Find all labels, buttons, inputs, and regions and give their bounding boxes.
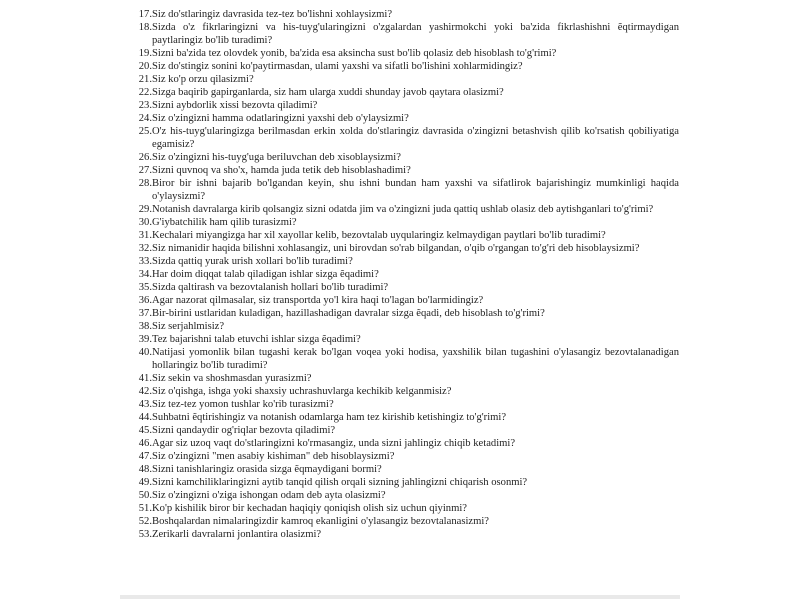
question-item xyxy=(118,398,683,411)
question-item xyxy=(118,346,683,372)
question-text: Sizni qandaydir og'riqlar bezovta qiladimi? xyxy=(152,425,336,436)
question-text: Boshqalardan nimalaringizdir kamroq ekanligini o'ylasangiz bezovtalanasizmi? xyxy=(152,516,489,527)
question-text: Siz sekin va shoshmasdan yurasizmi? xyxy=(152,373,312,384)
question-item xyxy=(118,385,683,398)
question-number: 50. xyxy=(138,490,152,501)
question-text: Har doim diqqat talab qiladigan ishlar sizga ẽqadimi? xyxy=(152,269,379,280)
question-number: 32. xyxy=(138,243,152,254)
question-number: 42. xyxy=(138,386,152,397)
question-number: 37. xyxy=(138,308,152,319)
question-item xyxy=(118,463,683,476)
page-bottom-edge xyxy=(120,595,680,599)
question-item xyxy=(118,372,683,385)
question-text: Sizda qaltirash va bezovtalanish hollari bo'lib turadimi? xyxy=(152,282,389,293)
question-item xyxy=(118,333,683,346)
question-number: 35. xyxy=(138,282,152,293)
question-item xyxy=(118,86,683,99)
question-text: Agar siz uzoq vaqt do'stlaringizni ko'rmasangiz, unda sizni jahlingiz chiqib ketadimi? xyxy=(152,438,516,449)
question-text: Sizni quvnoq va sho'x, hamda juda tetik deb hisoblashadimi? xyxy=(152,165,411,176)
question-item xyxy=(118,177,683,203)
question-text: Siz nimanidir haqida bilishni xohlasangiz, uni birovdan so'rab bilgandan, o'qib o'rgangan to'g'ri deb hisoblaysizmi? xyxy=(152,243,640,254)
question-number: 25. xyxy=(138,126,152,137)
question-number: 45. xyxy=(138,425,152,436)
question-number: 38. xyxy=(138,321,152,332)
question-item xyxy=(118,125,683,151)
question-text: Siz o'zingizni hamma odatlaringizni yaxshi deb o'ylaysizmi? xyxy=(152,113,409,124)
question-text: Suhbatni ẽqtirishingiz va notanish odamlarga ham tez kirishib ketishingiz to'g'rimi? xyxy=(152,412,507,423)
question-item xyxy=(118,99,683,112)
question-item xyxy=(118,437,683,450)
question-item xyxy=(118,320,683,333)
question-number: 36. xyxy=(138,295,152,306)
question-list xyxy=(118,8,683,541)
question-item xyxy=(118,242,683,255)
question-number: 24. xyxy=(138,113,152,124)
question-text: Siz o'zingizni "men asabiy kishiman" deb hisoblaysizmi? xyxy=(152,451,395,462)
question-item xyxy=(118,151,683,164)
questionnaire-page xyxy=(118,8,683,594)
question-number: 21. xyxy=(138,74,152,85)
question-item xyxy=(118,229,683,242)
question-item xyxy=(118,47,683,60)
question-text: Siz o'qishga, ishga yoki shaxsiy uchrashuvlarga kechikib kelganmisiz? xyxy=(152,386,452,397)
question-number: 43. xyxy=(138,399,152,410)
question-item xyxy=(118,281,683,294)
question-text: Bir-birini ustlaridan kuladigan, hazillashadigan davralar sizga ẽqadi, deb hisoblash to'g'rimi? xyxy=(152,308,545,319)
question-item xyxy=(118,294,683,307)
question-item xyxy=(118,216,683,229)
question-item xyxy=(118,255,683,268)
question-text: Sizni ba'zida tez olovdek yonib, ba'zida esa aksincha sust bo'lib qolasiz deb hisoblash to'g'rimi? xyxy=(152,48,557,59)
question-text: Siz serjahlmisiz? xyxy=(152,321,225,332)
question-text: Tez bajarishni talab etuvchi ishlar sizga ẽqadimi? xyxy=(152,334,361,345)
question-text: Sizda qattiq yurak urish xollari bo'lib turadimi? xyxy=(152,256,353,267)
question-number: 40. xyxy=(138,347,152,358)
question-item xyxy=(118,307,683,320)
question-item xyxy=(118,424,683,437)
question-item xyxy=(118,450,683,463)
question-item xyxy=(118,164,683,177)
question-number: 46. xyxy=(138,438,152,449)
question-item xyxy=(118,203,683,216)
question-item xyxy=(118,112,683,125)
question-number: 17. xyxy=(138,9,152,20)
question-text: O'z his-tuyg'ularingizga berilmasdan erkin xolda do'stlaringiz davrasida o'zingizni betashvish qilib ko'rsatish qobiliyatiga egamisiz? xyxy=(152,126,679,150)
question-text: Siz do'stingiz sonini ko'paytirmasdan, ulami yaxshi va sifatli bo'lishini xohlarmidingiz? xyxy=(152,61,523,72)
question-item xyxy=(118,268,683,281)
question-item xyxy=(118,476,683,489)
question-item xyxy=(118,515,683,528)
question-number: 19. xyxy=(138,48,152,59)
question-number: 31. xyxy=(138,230,152,241)
question-text: Siz o'zingizni his-tuyg'uga beriluvchan deb xisoblaysizmi? xyxy=(152,152,401,163)
question-item xyxy=(118,489,683,502)
question-item xyxy=(118,73,683,86)
question-number: 29. xyxy=(138,204,152,215)
question-number: 47. xyxy=(138,451,152,462)
question-text: Natijasi yomonlik bilan tugashi kerak bo'lgan voqea yoki hodisa, yaxshilik bilan tugashini o'ylasangiz bezovtalanadigan hollaringiz bo'lib turadimi? xyxy=(152,347,679,371)
question-text: G'iybatchilik ham qilib turasizmi? xyxy=(152,217,297,228)
question-number: 41. xyxy=(138,373,152,384)
question-number: 44. xyxy=(138,412,152,423)
question-number: 33. xyxy=(138,256,152,267)
question-number: 39. xyxy=(138,334,152,345)
question-text: Kechalari miyangizga har xil xayollar kelib, bezovtalab uyqularingiz kelmaydigan paytlari bo'lib turadimi? xyxy=(152,230,606,241)
question-number: 23. xyxy=(138,100,152,111)
question-number: 20. xyxy=(138,61,152,72)
question-text: Siz do'stlaringiz davrasida tez-tez bo'lishni xohlaysizmi? xyxy=(152,9,393,20)
question-text: Sizga baqirib gapirganlarda, siz ham ularga xuddi shunday javob qaytara olasizmi? xyxy=(152,87,504,98)
question-item xyxy=(118,8,683,21)
question-text: Zerikarli davralarni jonlantira olasizmi? xyxy=(152,529,322,540)
question-item xyxy=(118,502,683,515)
question-text: Biror bir ishni bajarib bo'lgandan keyin, shu ishni bundan ham yaxshi va sifatlirok bajarishingiz mumkinligi haqida o'ylaysizmi? xyxy=(152,178,679,202)
question-text: Siz ko'p orzu qilasizmi? xyxy=(152,74,254,85)
question-number: 18. xyxy=(138,22,152,33)
question-text: Siz o'zingizni o'ziga ishongan odam deb ayta olasizmi? xyxy=(152,490,386,501)
question-number: 51. xyxy=(138,503,152,514)
question-text: Siz tez-tez yomon tushlar ko'rib turasizmi? xyxy=(152,399,334,410)
question-item xyxy=(118,411,683,424)
question-number: 34. xyxy=(138,269,152,280)
question-text: Agar nazorat qilmasalar, siz transportda yo'l kira haqi to'lagan bo'larmidingiz? xyxy=(152,295,484,306)
question-number: 30. xyxy=(138,217,152,228)
question-item xyxy=(118,21,683,47)
question-text: Sizni aybdorlik xissi bezovta qiladimi? xyxy=(152,100,318,111)
question-number: 52. xyxy=(138,516,152,527)
question-number: 48. xyxy=(138,464,152,475)
question-item xyxy=(118,60,683,73)
question-number: 28. xyxy=(138,178,152,189)
question-number: 49. xyxy=(138,477,152,488)
question-text: Ko'p kishilik biror bir kechadan haqiqiy qoniqish olish siz uchun qiyinmi? xyxy=(152,503,467,514)
question-number: 53. xyxy=(138,529,152,540)
question-text: Notanish davralarga kirib qolsangiz sizni odatda jim va o'zingizni juda qattiq ushlab olasiz deb aytishganlari to'g'rimi? xyxy=(152,204,654,215)
question-item xyxy=(118,528,683,541)
question-text: Sizni kamchiliklaringizni aytib tanqid qilish orqali sizning jahlingizni chiqarish osonmi? xyxy=(152,477,528,488)
question-text: Sizda o'z fikrlaringizni va his-tuyg'ularingizni o'zgalardan yashirmokchi yoki ba'zida fikrlashishni ẽqtirmaydigan paytlaringiz bo'lib turadimi? xyxy=(152,22,679,46)
question-text: Sizni tanishlaringiz orasida sizga ẽqmaydigani bormi? xyxy=(152,464,382,475)
question-number: 26. xyxy=(138,152,152,163)
question-number: 27. xyxy=(138,165,152,176)
question-number: 22. xyxy=(138,87,152,98)
